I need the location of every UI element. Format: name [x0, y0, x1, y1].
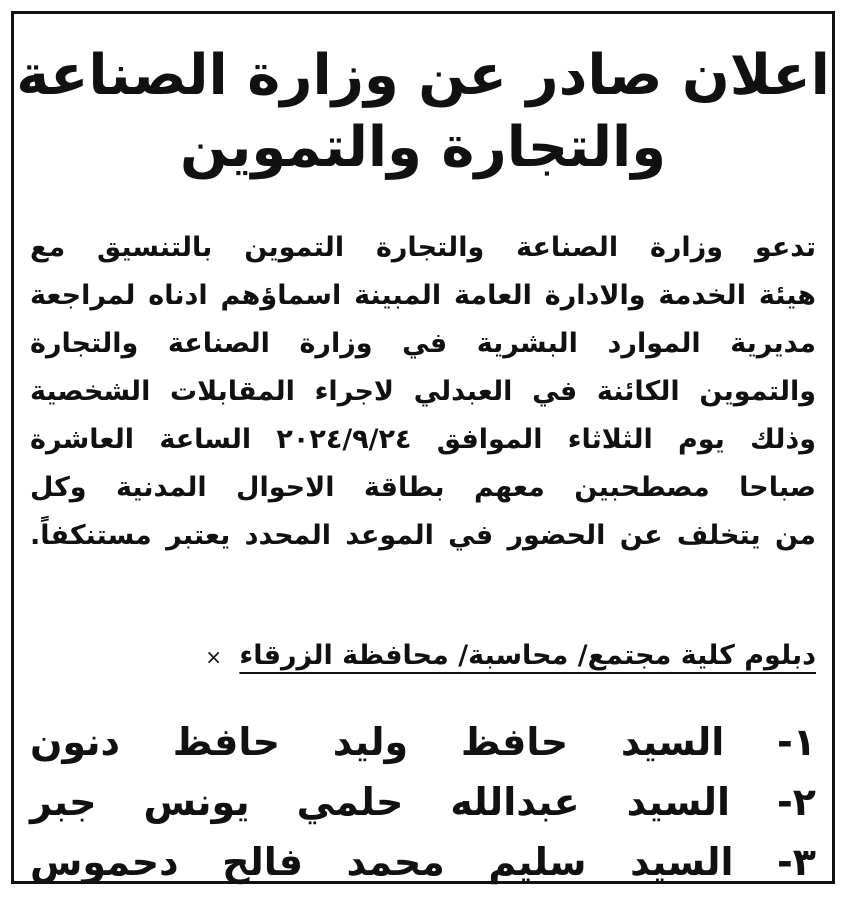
category-text: دبلوم كلية مجتمع/ محاسبة/ محافظة الزرقاء	[239, 640, 816, 671]
body-line: والتموين الكائنة في العبدلي لاجراء المقابلات الشخصية	[30, 376, 816, 407]
list-item: ٣- السيد سليم محمد فالح دحموس	[30, 840, 816, 884]
multiply-icon: ×	[205, 645, 222, 669]
body-line: تدعو وزارة الصناعة والتجارة التموين بالتنسيق مع	[30, 232, 816, 263]
title-line: اعلان صادر عن وزارة الصناعة	[16, 43, 830, 108]
announcement-body	[30, 224, 816, 560]
body-line: هيئة الخدمة والادارة العامة المبينة اسماؤهم ادناه لمراجعة	[30, 280, 816, 311]
candidate-list	[30, 712, 816, 892]
category-heading	[30, 634, 816, 679]
announcement-frame	[11, 11, 835, 884]
list-item: ١- السيد حافظ وليد حافظ دنون	[30, 720, 816, 764]
body-line: صباحا مصطحبين معهم بطاقة الاحوال المدنية وكل	[30, 472, 816, 503]
list-item: ٢- السيد عبدالله حلمي يونس جبر	[30, 780, 816, 824]
announcement-title	[14, 40, 832, 184]
title-line: والتجارة والتموين	[179, 115, 667, 180]
body-line: وذلك يوم الثلاثاء الموافق ٢٠٢٤/٩/٢٤ الساعة العاشرة	[30, 424, 816, 455]
body-line: من يتخلف عن الحضور في الموعد المحدد يعتبر مستنكفاً.	[30, 520, 816, 551]
body-line: مديرية الموارد البشرية في وزارة الصناعة والتجارة	[30, 328, 816, 359]
